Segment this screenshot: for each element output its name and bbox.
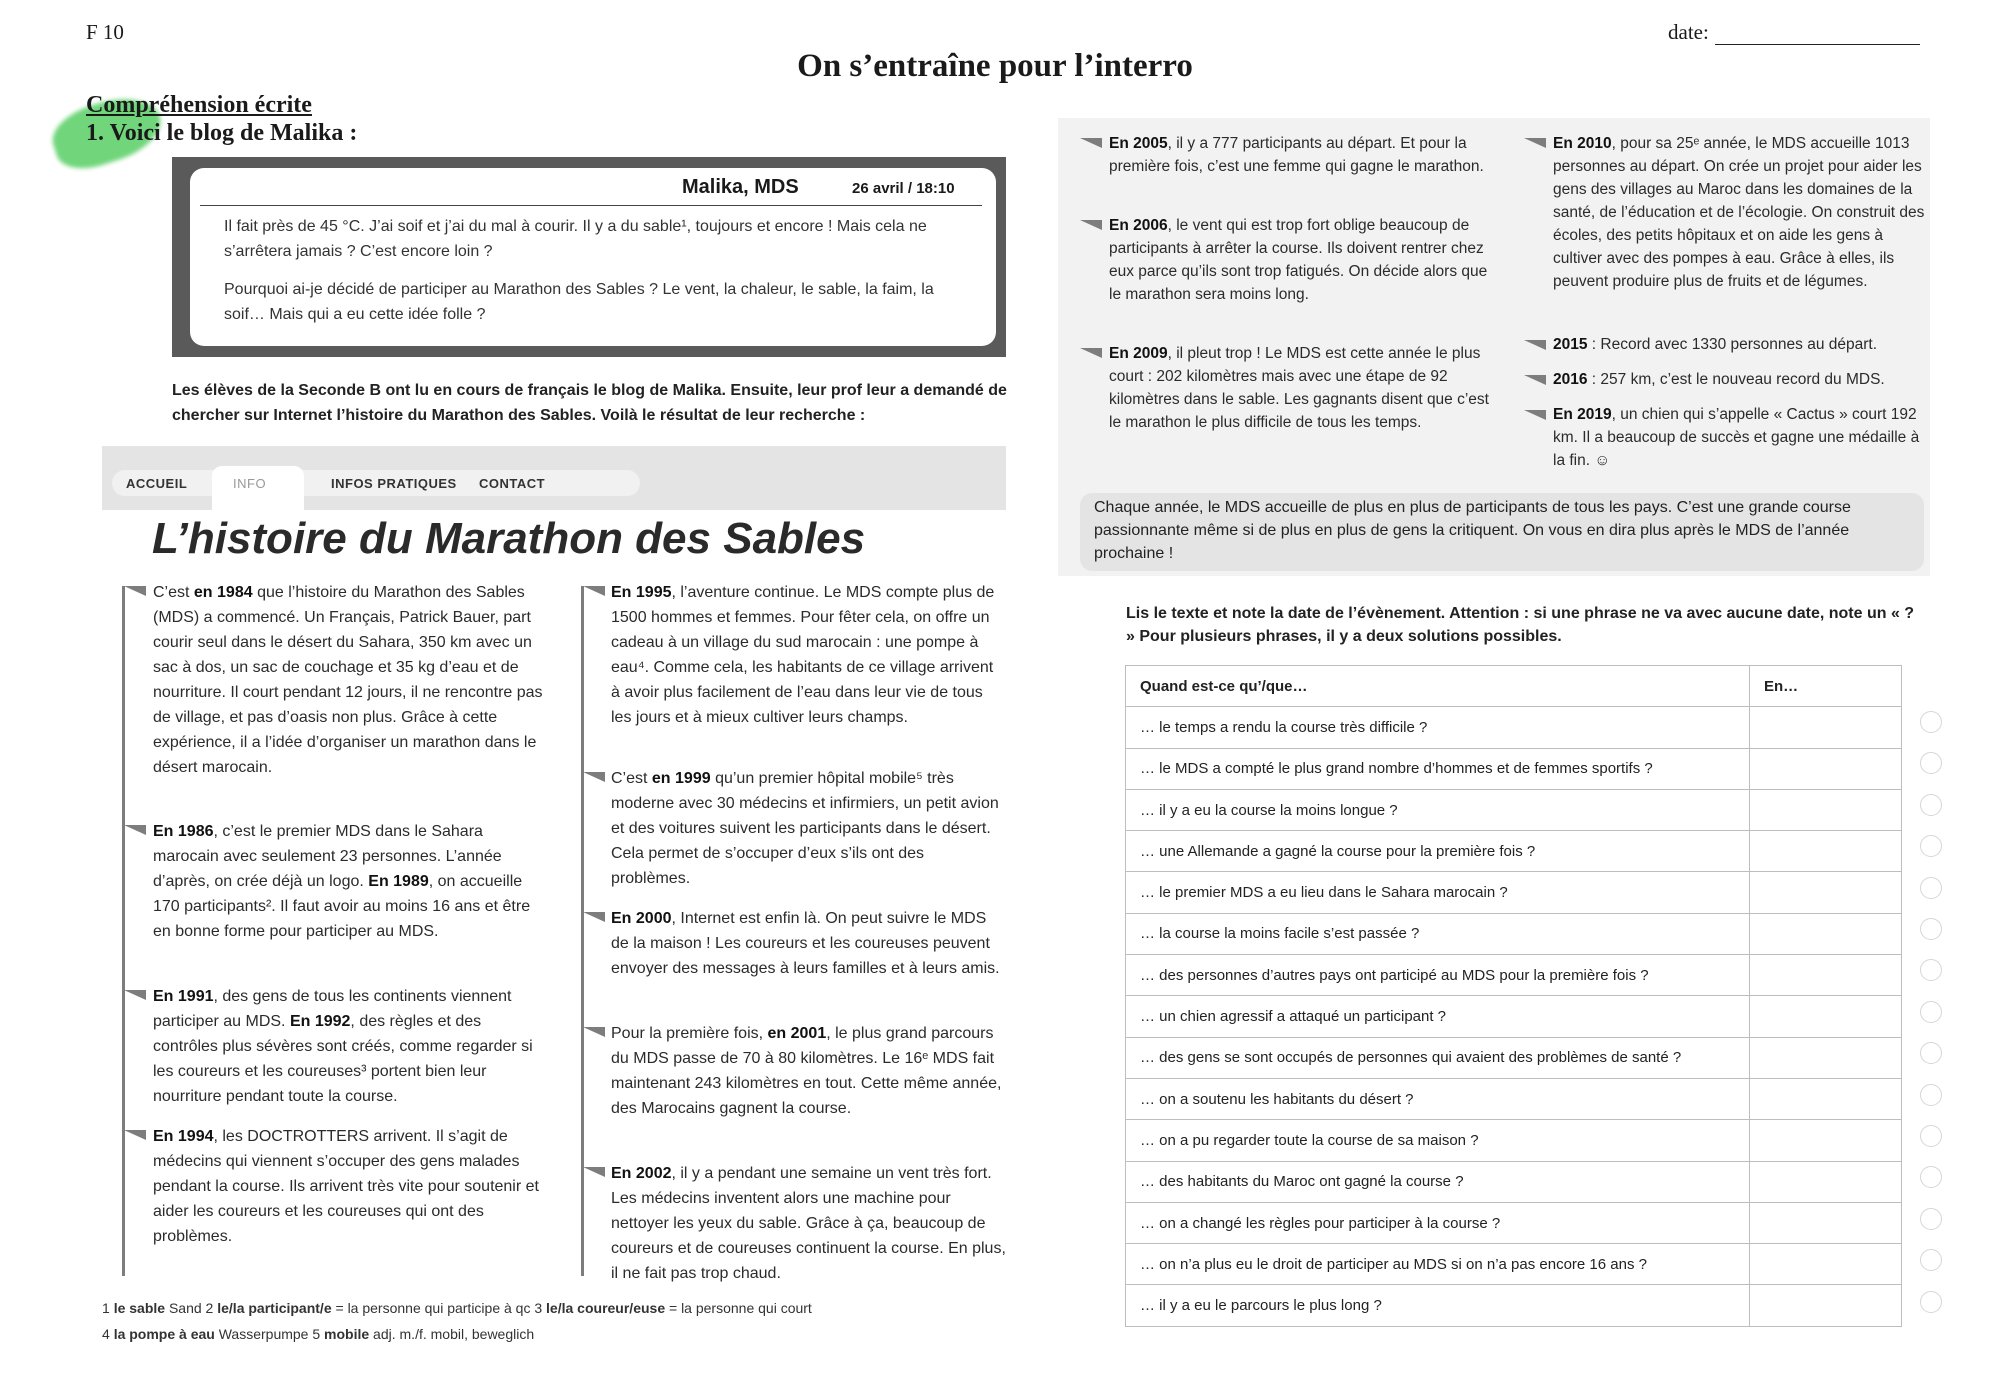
question-cell: … on a soutenu les habitants du désert ?	[1126, 1078, 1750, 1119]
table-row	[1126, 955, 1902, 996]
answer-cell[interactable]	[1750, 1202, 1902, 1243]
history-paragraph: En 2005, il y a 777 participants au départ. Et pour la première fois, c’est une femme qui gagne le marathon.	[1109, 135, 1484, 175]
answer-cell[interactable]	[1750, 996, 1902, 1037]
table-row	[1126, 831, 1902, 872]
worksheet-code: F 10	[86, 20, 124, 44]
bullet-marker	[1524, 410, 1546, 420]
answer-circle	[1920, 752, 1942, 774]
bullet-marker	[583, 586, 605, 596]
bullet-marker	[1080, 348, 1102, 358]
column-header-answer: En…	[1750, 666, 1902, 707]
history-paragraph: En 1986, c’est le premier MDS dans le Sahara marocain avec seulement 23 personnes. L’année d’après, on crée déjà un logo. En 1989, on accueille 170 participants². Il faut avoir au moins 16 ans et être en bonne forme pour participer au MDS.	[153, 823, 531, 940]
history-paragraph: En 2009, il pleut trop ! Le MDS est cette année le plus court : 202 kilomètres mais avec une étape de 92 kilomètres dans le sable. Les gagnants disent que c’est le marathon le plus difficile de tous les temps.	[1109, 345, 1489, 431]
question-cell: … des habitants du Maroc ont gagné la course ?	[1126, 1161, 1750, 1202]
answer-cell[interactable]	[1750, 1285, 1902, 1326]
table-row	[1126, 707, 1902, 748]
table-row	[1126, 996, 1902, 1037]
answer-circle	[1920, 794, 1942, 816]
table-body	[1126, 707, 1902, 1326]
answer-circle	[1920, 877, 1942, 899]
article-title: L’histoire du Marathon des Sables	[152, 514, 866, 563]
section-title: Compréhension écrite	[86, 92, 312, 118]
answer-cell[interactable]	[1750, 1120, 1902, 1161]
history-paragraph: 2015 : Record avec 1330 personnes au départ.	[1553, 336, 1878, 353]
answer-cell[interactable]	[1750, 1037, 1902, 1078]
answer-circle	[1920, 1001, 1942, 1023]
history-paragraph: En 2010, pour sa 25ᵉ année, le MDS accueille 1013 personnes au départ. On crée un projet pour aider les gens des villages au Maroc dans les domaines de la santé, de l’éducation et de l’écologie. On construit des écoles, des petits hôpitaux et on aide les gens à cultiver avec des pompes à eau. Grâce à elles, ils peuvent produire plus de fruits et de légumes.	[1553, 135, 1925, 290]
column-rule	[122, 586, 125, 1276]
table-row	[1126, 1161, 1902, 1202]
answer-circle	[1920, 1249, 1942, 1271]
history-paragraph: C’est en 1984 que l’histoire du Marathon des Sables (MDS) a commencé. Un Français, Patrick Bauer, part courir seul dans le désert du Sahara, 350 km avec un sac à dos, un sac de couchage et 35 kg d’eau et de nourriture. Il court pendant 12 jours, il ne rencontre pas de village, et pas d’oasis non plus. Grâce à cette expérience, il a l’idée d’organiser un marathon dans le désert marocain.	[153, 584, 543, 776]
table-row	[1126, 1078, 1902, 1119]
footnotes-line: 4 la pompe à eau Wasserpumpe 5 mobile adj. m./f. mobil, beweglich	[102, 1326, 535, 1342]
history-paragraph: En 1995, l’aventure continue. Le MDS compte plus de 1500 hommes et femmes. Pour fêter cela, on offre un cadeau à un village du sud marocain : une pompe à eau⁴. Comme cela, les habitants de ce village arrivent à avoir plus facilement de l’eau dans leur vie de tous les jours et à mieux cultiver leurs champs.	[611, 584, 995, 726]
history-paragraph: En 2002, il y a pendant une semaine un vent très fort. Les médecins inventent alors une machine pour nettoyer les yeux du sable. Grâce à ça, beaucoup de coureurs et de coureuses continuent la course. En plus, il ne fait pas trop chaud.	[611, 1165, 1006, 1282]
blog-divider	[200, 205, 982, 206]
question-cell: … des gens se sont occupés de personnes qui avaient des problèmes de santé ?	[1126, 1037, 1750, 1078]
question-cell: … le MDS a compté le plus grand nombre d’hommes et de femmes sportifs ?	[1126, 748, 1750, 789]
question-cell: … des personnes d’autres pays ont participé au MDS pour la première fois ?	[1126, 955, 1750, 996]
table-row	[1126, 1037, 1902, 1078]
answer-cell[interactable]	[1750, 955, 1902, 996]
question-cell: … une Allemande a gagné la course pour la première fois ?	[1126, 831, 1750, 872]
answer-circle	[1920, 835, 1942, 857]
history-paragraph: C’est en 1999 qu’un premier hôpital mobile⁵ très moderne avec 30 médecins et infirmiers, un petit avion et des voitures suivent les participants dans le désert. Cela permet de s’occuper d’eux s’ils ont des problèmes.	[611, 770, 999, 887]
answer-circle	[1920, 1042, 1942, 1064]
history-paragraph: 2016 : 257 km, c’est le nouveau record du MDS.	[1553, 371, 1885, 388]
table-row	[1126, 913, 1902, 954]
intro-text: chercher sur Internet l’histoire du Marathon des Sables. Voilà le résultat de leur recherche :	[172, 407, 866, 424]
bullet-marker	[1524, 138, 1546, 148]
column-header-question: Quand est-ce qu’/que…	[1126, 666, 1750, 707]
nav-item-info[interactable]: INFO	[233, 476, 267, 491]
bullet-marker	[124, 825, 146, 835]
bullet-marker	[583, 1027, 605, 1037]
history-paragraph: En 2006, le vent qui est trop fort oblige beaucoup de participants à arrêter la course. Ils doivent rentrer chez eux parce qu’ils sont trop fatigués. On décide alors que le marathon sera moins long.	[1109, 217, 1488, 303]
table-row	[1126, 1202, 1902, 1243]
table-row	[1126, 748, 1902, 789]
answer-cell[interactable]	[1750, 1078, 1902, 1119]
bullet-marker	[1524, 340, 1546, 350]
blog-paragraph: Pourquoi ai-je décidé de participer au Marathon des Sables ? Le vent, la chaleur, le sable, la faim, la soif… Mais qui a eu cette idée folle ?	[224, 281, 934, 323]
bullet-marker	[583, 772, 605, 782]
answer-circle	[1920, 918, 1942, 940]
answer-circle	[1920, 711, 1942, 733]
history-paragraph: En 1994, les DOCTROTTERS arrivent. Il s’agit de médecins qui viennent s’occuper des gens malades pendant la course. Ils arrivent très vite pour soutenir et aider les coureurs et les coureuses qui ont des problèmes.	[153, 1128, 539, 1245]
table-row	[1126, 789, 1902, 830]
history-paragraph: En 2019, un chien qui s’appelle « Cactus » court 192 km. Il a beaucoup de succès et gagne une médaille à la fin. ☺	[1553, 406, 1920, 469]
nav-item-accueil[interactable]: ACCUEIL	[126, 476, 188, 491]
closing-note: Chaque année, le MDS accueille de plus en plus de participants de tous les pays. C’est une grande course passionnante même si de plus en plus de gens la critiquent. On vous en dira plus après le MDS de l’année prochaine !	[1094, 499, 1851, 562]
answer-circle	[1920, 1291, 1942, 1313]
table-row	[1126, 1120, 1902, 1161]
answer-circle	[1920, 959, 1942, 981]
bullet-marker	[1080, 138, 1102, 148]
table-row	[1126, 1244, 1902, 1285]
bullet-marker	[124, 1130, 146, 1140]
answer-circle	[1920, 1166, 1942, 1188]
question-cell: … le premier MDS a eu lieu dans le Sahara marocain ?	[1126, 872, 1750, 913]
question-cell: … le temps a rendu la course très difficile ?	[1126, 707, 1750, 748]
question-cell: … il y a eu le parcours le plus long ?	[1126, 1285, 1750, 1326]
question-cell: … il y a eu la course la moins longue ?	[1126, 789, 1750, 830]
answer-cell[interactable]	[1750, 831, 1902, 872]
nav-item-contact[interactable]: CONTACT	[479, 476, 546, 491]
footnotes-line: 1 le sable Sand 2 le/la participant/e = la personne qui participe à qc 3 le/la coureur/euse = la personne qui court	[102, 1300, 812, 1316]
answer-circle	[1920, 1084, 1942, 1106]
question-cell: … on a pu regarder toute la course de sa maison ?	[1126, 1120, 1750, 1161]
answer-cell[interactable]	[1750, 789, 1902, 830]
history-paragraph: En 2000, Internet est enfin là. On peut suivre le MDS de la maison ! Les coureurs et les coureuses peuvent envoyer des messages à leurs familles et à leurs amis.	[611, 910, 1000, 977]
question-cell: … on a changé les règles pour participer à la course ?	[1126, 1202, 1750, 1243]
blog-timestamp: 26 avril / 18:10	[852, 180, 955, 197]
bullet-marker	[583, 1167, 605, 1177]
table-row	[1126, 1285, 1902, 1326]
bullet-marker	[583, 912, 605, 922]
answer-table	[1125, 665, 1902, 1327]
answer-circle	[1920, 1125, 1942, 1147]
table-header-row	[1126, 666, 1902, 707]
date-field[interactable]	[1668, 20, 1920, 45]
answer-circle	[1920, 1208, 1942, 1230]
answer-cell[interactable]	[1750, 913, 1902, 954]
answer-cell[interactable]	[1750, 707, 1902, 748]
blog-paragraph: Il fait près de 45 °C. J’ai soif et j’ai du mal à courir. Il y a du sable¹, toujours et encore ! Mais cela ne s’arrêtera jamais ? C’est encore loin ?	[224, 218, 927, 260]
answer-cell[interactable]	[1750, 1161, 1902, 1202]
blog-author: Malika, MDS	[682, 176, 799, 198]
page-title: On s’entraîne pour l’interro	[797, 48, 1193, 84]
intro-text: Les élèves de la Seconde B ont lu en cours de français le blog de Malika. Ensuite, leur prof leur a demandé de	[172, 382, 1007, 399]
answer-cell[interactable]	[1750, 748, 1902, 789]
question-cell: … la course la moins facile s’est passée ?	[1126, 913, 1750, 954]
bullet-marker	[1524, 375, 1546, 385]
task-instructions: Lis le texte et note la date de l’évènement. Attention : si une phrase ne va avec aucune date, note un « ? » Pour plusieurs phrases, il y a deux solutions possibles.	[1126, 605, 1915, 645]
bullet-marker	[124, 586, 146, 596]
question-cell: … on n’a plus eu le droit de participer au MDS si on n’a pas encore 16 ans ?	[1126, 1244, 1750, 1285]
date-blank-line[interactable]	[1715, 26, 1920, 45]
answer-cell[interactable]	[1750, 872, 1902, 913]
nav-item-infos-pratiques[interactable]: INFOS PRATIQUES	[331, 476, 457, 491]
bullet-marker	[1080, 220, 1102, 230]
question-cell: … un chien agressif a attaqué un participant ?	[1126, 996, 1750, 1037]
table-row	[1126, 872, 1902, 913]
exercise-title: 1. Voici le blog de Malika :	[86, 120, 358, 146]
history-paragraph: En 1991, des gens de tous les continents viennent participer au MDS. En 1992, des règles et des contrôles plus sévères sont créés, comme regarder si les coureurs et les coureuses³ portent bien leur nourriture pendant toute la course.	[153, 988, 533, 1105]
history-paragraph: Pour la première fois, en 2001, le plus grand parcours du MDS passe de 70 à 80 kilomètres. Le 16ᵉ MDS fait maintenant 243 kilomètres en tout. Cette même année, des Marocains gagnent la course.	[611, 1025, 1002, 1117]
bullet-marker	[124, 990, 146, 1000]
date-label: date:	[1668, 20, 1709, 44]
answer-cell[interactable]	[1750, 1244, 1902, 1285]
